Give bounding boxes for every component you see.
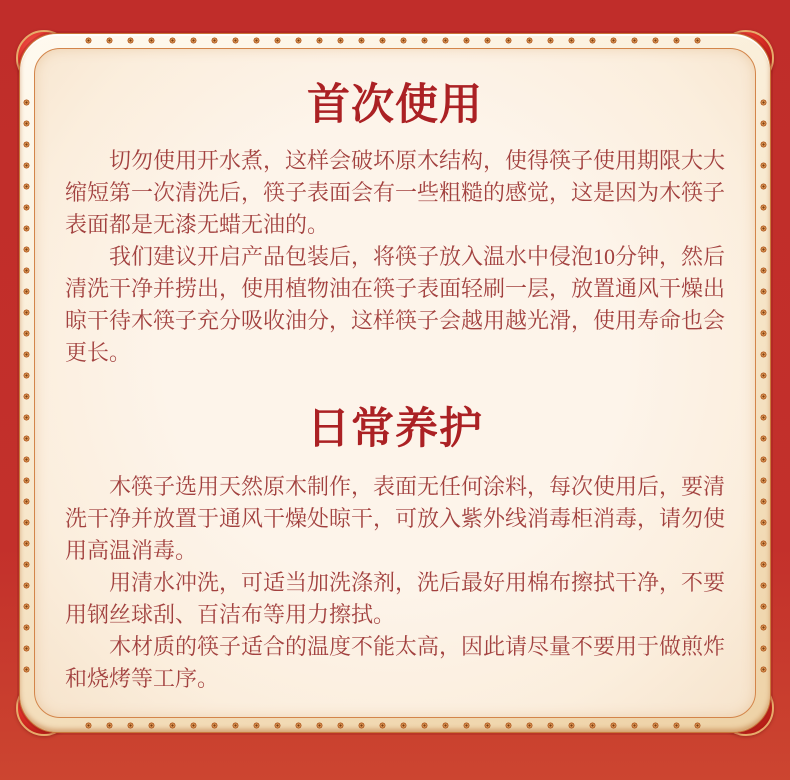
- first-use-paragraph-2: 我们建议开启产品包装后，将筷子放入温水中侵泡10分钟，然后清洗干净并捞出，使用植物油在筷子表面轻刷一层，放置通风干燥出晾干待木筷子充分吸收油分，这样筷子会越用越光滑，使用寿命也会更长。: [65, 244, 726, 365]
- section-title-first-use: 首次使用: [307, 82, 483, 129]
- daily-care-paragraph-2: 用清水冲洗，可适当加洗涤剂，洗后最好用棉布擦拭干净，不要用钢丝球刮、百洁布等用力擦拭。: [65, 570, 726, 627]
- daily-care-paragraph-3: 木材质的筷子适合的温度不能太高，因此请尽量不要用于做煎炸和烧烤等工序。: [65, 634, 726, 691]
- first-use-paragraph-1: 切勿使用开水煮，这样会破坏原木结构，使得筷子使用期限大大缩短第一次清洗后，筷子表面会有一些粗糙的感觉，这是因为木筷子表面都是无漆无蜡无油的。: [65, 148, 726, 237]
- section-title-daily-care: 日常养护: [307, 406, 483, 453]
- instructions-content: [35, 49, 755, 717]
- content-panel: [34, 48, 756, 718]
- decorative-frame: [19, 33, 771, 733]
- daily-care-paragraph-1: 木筷子选用天然原木制作，表面无任何涂料，每次使用后，要清洗干净并放置于通风干燥处晾干，可放入紫外线消毒柜消毒，请勿使用高温消毒。: [65, 474, 726, 563]
